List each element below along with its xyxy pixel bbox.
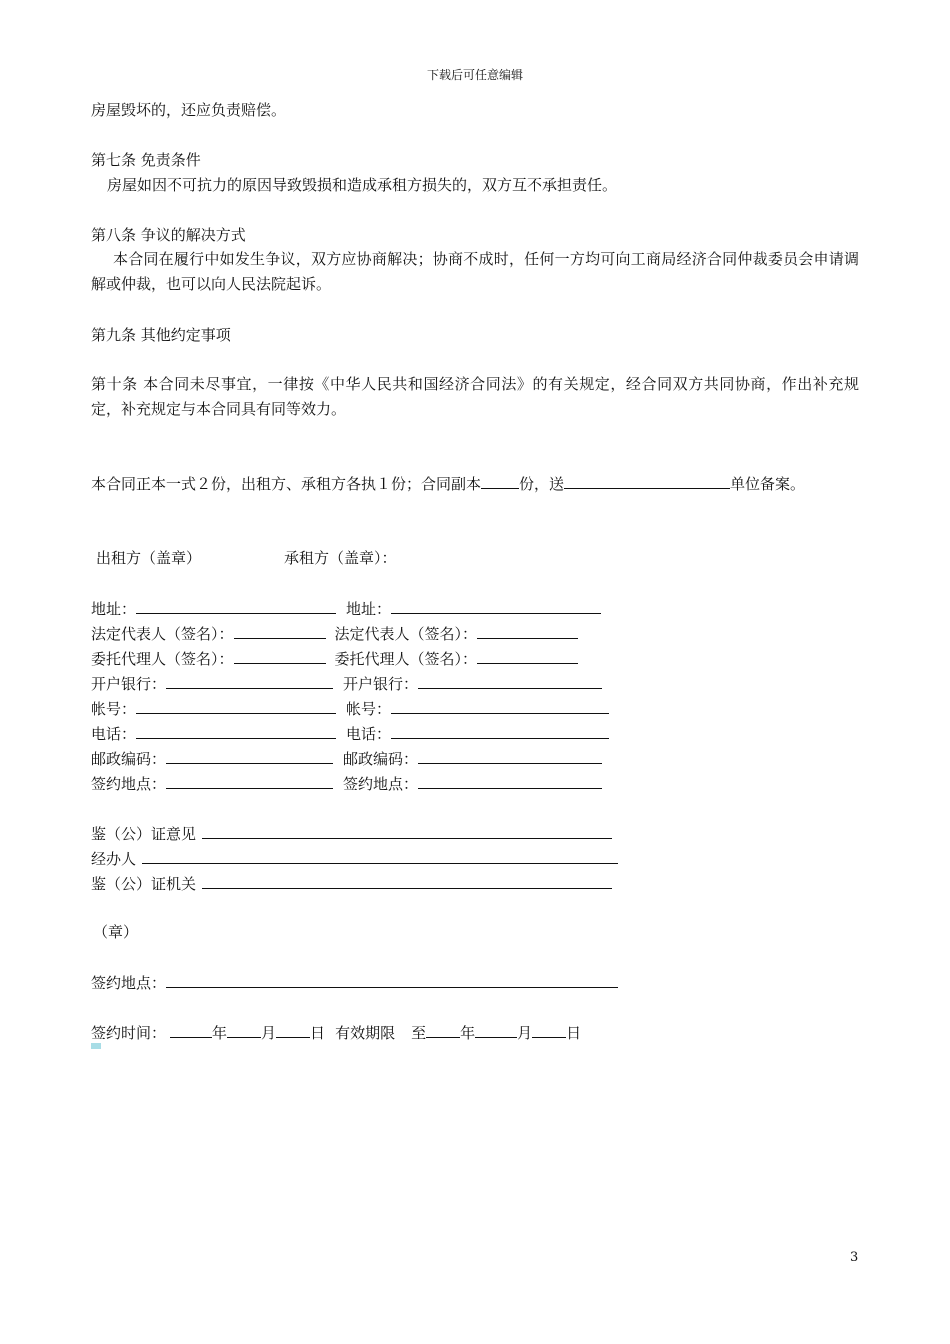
lessee-phone-blank[interactable] — [391, 723, 609, 739]
signing-place-row — [91, 972, 618, 993]
lessee-sign-place-label: 签约地点： — [343, 775, 419, 793]
notary-handler-blank[interactable] — [142, 848, 618, 864]
end-year-label: 年 — [460, 1024, 476, 1042]
lessor-postcode-blank[interactable] — [166, 748, 333, 764]
start-month-label: 月 — [261, 1024, 277, 1042]
lessor-bank-blank[interactable] — [166, 673, 333, 689]
end-day-blank[interactable] — [532, 1022, 566, 1038]
lessor-agent-label: 委托代理人（签名）： — [91, 650, 234, 668]
copies-text-1: 本合同正本一式２份，出租方、承租方各执１份；合同副本 — [91, 475, 482, 493]
lessor-address-label: 地址： — [91, 600, 137, 618]
article-8-text: 本合同在履行中如发生争议，双方应协商解决；协商不成时，任何一方均可向工商局经济合同仲裁委员会申请调解或仲裁，也可以向人民法院起诉。 — [91, 250, 859, 293]
signing-time-label: 签约时间： — [91, 1024, 167, 1042]
notary-handler-label: 经办人 — [91, 850, 137, 868]
lessor-legal-rep-blank[interactable] — [234, 623, 326, 639]
field-row-phone — [91, 723, 609, 744]
start-year-blank[interactable] — [170, 1022, 212, 1038]
lessee-sign-place-blank[interactable] — [418, 773, 602, 789]
signing-place-label: 签约地点： — [91, 974, 167, 992]
filing-unit-blank[interactable] — [564, 473, 730, 489]
lessee-legal-rep-blank[interactable] — [477, 623, 578, 639]
article-7-title: 第七条 免责条件 — [91, 151, 201, 169]
lessor-account-blank[interactable] — [136, 698, 336, 714]
lessee-agent-blank[interactable] — [477, 648, 578, 664]
end-month-label: 月 — [517, 1024, 533, 1042]
lessor-postcode-label: 邮政编码： — [91, 750, 167, 768]
notary-office-label: 鉴（公）证机关 — [91, 875, 197, 893]
notary-office-row — [91, 873, 612, 894]
article-7-text: 房屋如因不可抗力的原因导致毁损和造成承租方损失的，双方互不承担责任。 — [107, 176, 618, 194]
field-row-bank — [91, 673, 602, 694]
copies-text-2: 份，送 — [519, 475, 565, 493]
signing-time-row — [91, 1022, 581, 1043]
signing-place-blank[interactable] — [166, 972, 618, 988]
page-number: 3 — [850, 1250, 859, 1265]
field-row-sign-place — [91, 773, 602, 794]
seal-label: （章） — [93, 923, 139, 941]
field-row-legal-rep — [91, 623, 578, 644]
lessee-agent-label: 委托代理人（签名）： — [334, 650, 478, 668]
lessee-postcode-blank[interactable] — [418, 748, 602, 764]
validity-to-label: 至 — [411, 1024, 427, 1042]
lessor-bank-label: 开户银行： — [91, 675, 167, 693]
notary-opinion-blank[interactable] — [202, 823, 612, 839]
intro-line: 房屋毁坏的，还应负责赔偿。 — [91, 101, 287, 119]
copies-line — [91, 473, 805, 494]
lessor-seal-label: 出租方（盖章） — [96, 549, 202, 567]
lessor-account-label: 帐号： — [91, 700, 137, 718]
lessor-agent-blank[interactable] — [234, 648, 326, 664]
start-month-blank[interactable] — [227, 1022, 261, 1038]
end-year-blank[interactable] — [426, 1022, 460, 1038]
end-day-label: 日 — [566, 1024, 582, 1042]
end-month-blank[interactable] — [475, 1022, 517, 1038]
lessee-account-label: 帐号： — [346, 700, 392, 718]
article-10-text: 第十条 本合同未尽事宜，一律按《中华人民共和国经济合同法》的有关规定，经合同双方共同协商，作出补充规定，补充规定与本合同具有同等效力。 — [91, 375, 859, 418]
lessor-phone-blank[interactable] — [136, 723, 336, 739]
start-day-blank[interactable] — [276, 1022, 310, 1038]
notary-handler-row — [91, 848, 618, 869]
copies-text-3: 单位备案。 — [730, 475, 806, 493]
validity-label: 有效期限 — [335, 1024, 396, 1042]
page-header: 下载后可任意编辑 — [426, 68, 523, 82]
field-row-address — [91, 598, 601, 619]
lessee-seal-label: 承租方（盖章）： — [284, 549, 397, 567]
field-row-postcode — [91, 748, 602, 769]
copies-count-blank[interactable] — [481, 473, 519, 489]
lessor-phone-label: 电话： — [91, 725, 137, 743]
lessor-sign-place-label: 签约地点： — [91, 775, 167, 793]
lessee-phone-label: 电话： — [346, 725, 392, 743]
lessee-bank-label: 开户银行： — [343, 675, 419, 693]
text-cursor-marker — [91, 1043, 101, 1049]
start-year-label: 年 — [212, 1024, 228, 1042]
start-day-label: 日 — [310, 1024, 326, 1042]
notary-office-blank[interactable] — [202, 873, 612, 889]
lessee-address-label: 地址： — [346, 600, 392, 618]
lessee-address-blank[interactable] — [391, 598, 601, 614]
notary-opinion-label: 鉴（公）证意见 — [91, 825, 197, 843]
lessee-bank-blank[interactable] — [418, 673, 602, 689]
lessor-address-blank[interactable] — [136, 598, 336, 614]
lessee-postcode-label: 邮政编码： — [343, 750, 419, 768]
field-row-agent — [91, 648, 578, 669]
lessor-legal-rep-label: 法定代表人（签名）： — [91, 625, 234, 643]
lessee-account-blank[interactable] — [391, 698, 609, 714]
article-9-title: 第九条 其他约定事项 — [91, 326, 231, 344]
lessee-legal-rep-label: 法定代表人（签名）： — [334, 625, 478, 643]
field-row-account — [91, 698, 609, 719]
notary-opinion-row — [91, 823, 612, 844]
article-8-title: 第八条 争议的解决方式 — [91, 226, 246, 244]
lessor-sign-place-blank[interactable] — [166, 773, 333, 789]
